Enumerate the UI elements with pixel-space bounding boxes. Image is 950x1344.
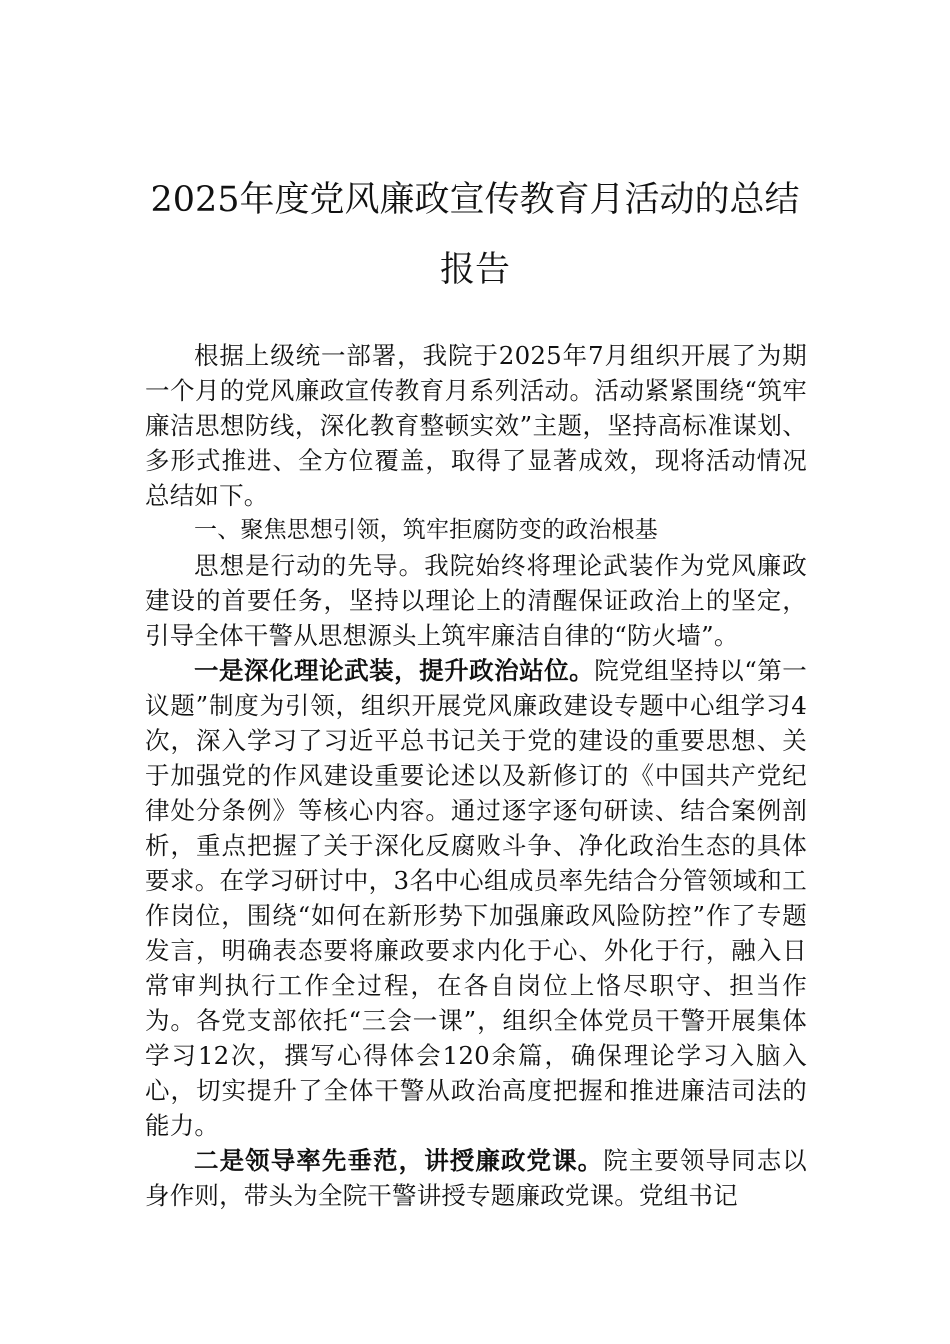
intro-paragraph: 根据上级统一部署，我院于2025年7月组织开展了为期一个月的党风廉政宣传教育月系列活动。活动紧紧围绕“筑牢廉洁思想防线，深化教育整顿实效”主题，坚持高标准谋划、多形式推进、全方位覆盖，取得了显著成效，现将活动情况总结如下。 [145, 341, 807, 510]
paragraph-3-text: 院主要领导同志以身作则，带头为全院干警讲授专题廉政党课。党组书记 [145, 1146, 807, 1210]
paragraph-3 [145, 1143, 807, 1213]
document-title-line1: 2025年度党风廉政宣传教育月活动的总结 [150, 180, 800, 220]
paragraph-2-lead: 一是深化理论武装，提升政治站位。 [194, 656, 595, 685]
paragraph-3-lead: 二是领导率先垂范，讲授廉政党课。 [194, 1146, 604, 1175]
section-heading-1: 一、聚焦思想引领，筑牢拒腐防变的政治根基 [194, 517, 658, 543]
document-title-line2: 报告 [439, 250, 510, 290]
paragraph-2 [145, 653, 807, 1143]
paragraph-1: 思想是行动的先导。我院始终将理论武装作为党风廉政建设的首要任务，坚持以理论上的清醒保证政治上的坚定，引导全体干警从思想源头上筑牢廉洁自律的“防火墙”。 [145, 551, 807, 650]
document-body [145, 338, 807, 1213]
paragraph-2-text: 院党组坚持以“第一议题”制度为引领，组织开展党风廉政建设专题中心组学习4次，深入学习了习近平总书记关于党的建设的重要思想、关于加强党的作风建设重要论述以及新修订的《中国共产党纪律处分条例》等核心内容。通过逐字逐句研读、结合案例剖析，重点把握了关于深化反腐败斗争、净化政治生态的具体要求。在学习研讨中，3名中心组成员率先结合分管领域和工作岗位，围绕“如何在新形势下加强廉政风险防控”作了专题发言，明确表态要将廉政要求内化于心、外化于行，融入日常审判执行工作全过程，在各自岗位上恪尽职守、担当作为。各党支部依托“三会一课”，组织全体党员干警开展集体学习12次，撰写心得体会120余篇，确保理论学习入脑入心，切实提升了全体干警从政治高度把握和推进廉洁司法的能力。 [145, 656, 808, 1140]
